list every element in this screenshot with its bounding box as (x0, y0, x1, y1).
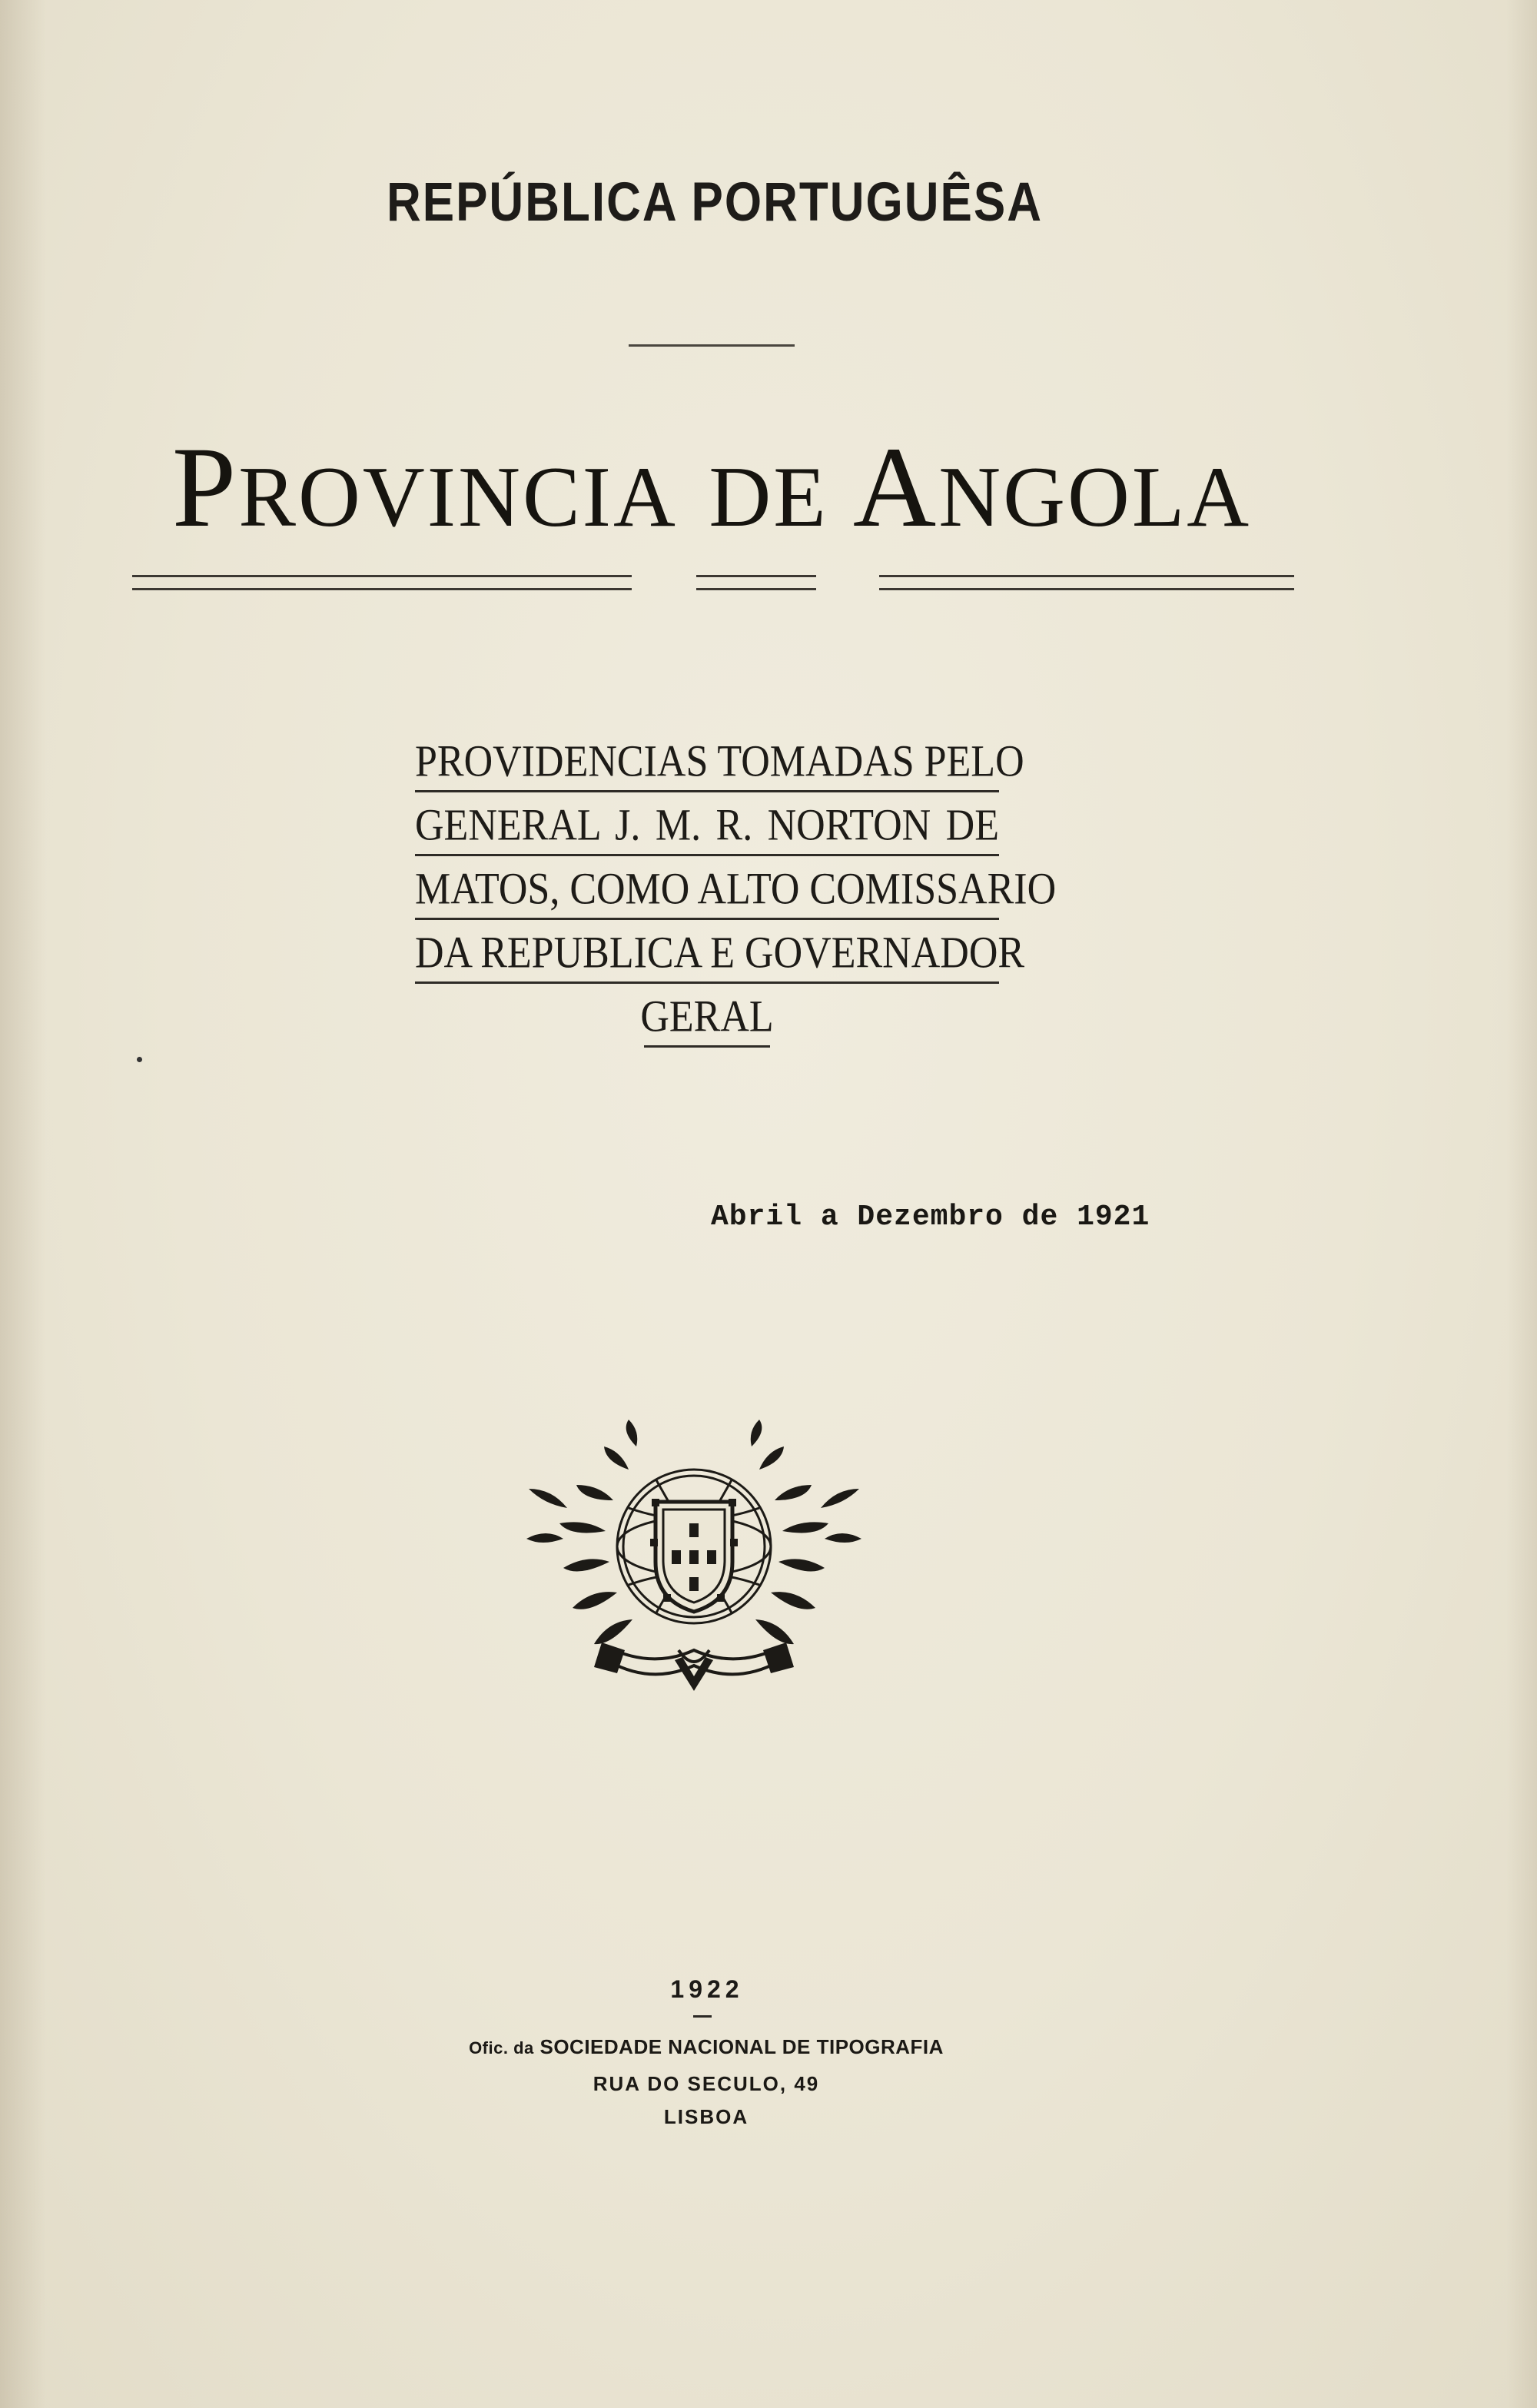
year-divider (693, 2015, 712, 2018)
subtitle-line: GERAL (415, 991, 999, 1055)
title-word-ngola: NGOLA (938, 450, 1252, 545)
title-rule-center (696, 575, 816, 590)
title-rule-right (879, 575, 1294, 590)
title-word-de: DE (709, 450, 828, 545)
publication-year: 1922 (670, 1975, 744, 2003)
typed-date-note: Abril a Dezembro de 1921 (711, 1201, 1150, 1234)
subtitle-line: MATOS, COMO ALTO COMISSARIO (415, 864, 999, 928)
title-rule-left (132, 575, 632, 590)
title-word-rovincia: ROVINCIA (238, 450, 678, 545)
page-title (0, 421, 1423, 553)
portuguese-coat-of-arms-icon (521, 1416, 867, 1708)
subtitle-line: PROVIDENCIAS TOMADAS PELO (415, 736, 999, 800)
imprint-printer (0, 2035, 1413, 2059)
imprint-prefix: Ofic. da (469, 2038, 534, 2058)
imprint-address: RUA DO SECULO, 49 (593, 2072, 820, 2095)
header-republica: REPÚBLICA PORTUGUÊSA (386, 171, 1044, 234)
subtitle-line: DA REPUBLICA E GOVERNADOR (415, 928, 999, 991)
subtitle-block (415, 736, 1057, 1055)
title-cap-p: P (171, 423, 239, 551)
imprint-name: SOCIEDADE NACIONAL DE TIPOGRAFIA (539, 2035, 944, 2058)
title-cap-a: A (852, 423, 939, 551)
header-divider (629, 344, 795, 347)
subtitle-line: GENERAL J. M. R. NORTON DE (415, 800, 999, 864)
page-edge-shadow-right (1506, 0, 1537, 2408)
imprint-city: LISBOA (663, 2105, 749, 2128)
ink-dot (137, 1057, 142, 1062)
